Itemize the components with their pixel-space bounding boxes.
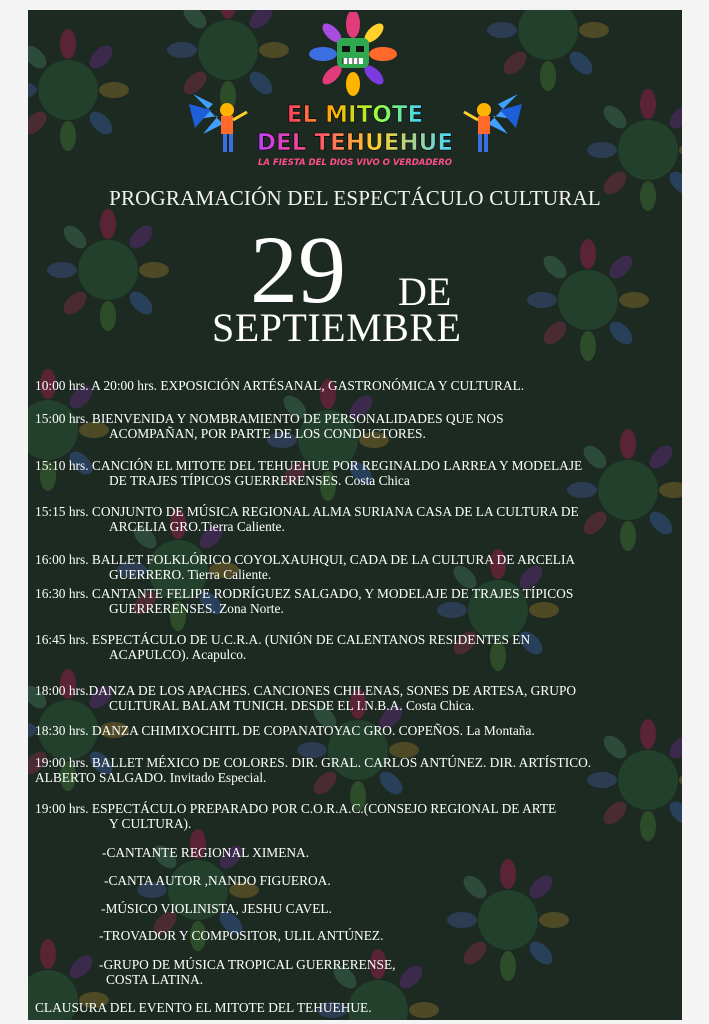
schedule-item: 18:00 hrs.DANZA DE LOS APACHES. CANCIONES CHILENAS, SONES DE ARTESA, GRUPO — [35, 683, 577, 698]
logo-line2: DEL TEHUEHUE — [256, 130, 454, 156]
performer-item: -GRUPO DE MÚSICA TROPICAL GUERRERENSE, — [99, 957, 396, 972]
performer-item: -MÚSICO VIOLINISTA, JESHU CAVEL. — [101, 901, 332, 916]
closing-line: CLAUSURA DEL EVENTO EL MITOTE DEL TEHUEHUE. — [35, 1000, 372, 1015]
schedule-item-continued: Y CULTURA). — [109, 816, 192, 831]
event-poster — [28, 10, 682, 1020]
mask-flower-icon — [309, 12, 397, 96]
performer-item: -CANTANTE REGIONAL XIMENA. — [102, 845, 310, 860]
schedule-item-continued: DE TRAJES TÍPICOS GUERRERENSES. Costa Chica — [109, 473, 410, 488]
schedule-item: 16:00 hrs. BALLET FOLKLÓRICO COYOLXAUHQUI, CADA DE LA CULTURA DE ARCELIA — [35, 552, 576, 567]
schedule-item: 18:30 hrs. DANZA CHIMIXOCHITL DE COPANATOYAC GRO. COPEÑOS. La Montaña. — [35, 723, 535, 738]
left-dancer-icon — [189, 94, 247, 152]
schedule-item: 16:30 hrs. CANTANTE FELIPE RODRÍGUEZ SALGADO, Y MODELAJE DE TRAJES TÍPICOS — [35, 586, 574, 601]
performer-item: -TROVADOR Y COMPOSITOR, ULIL ANTÚNEZ. — [99, 928, 384, 943]
performer-item: -CANTA AUTOR ,NANDO FIGUEROA. — [104, 873, 331, 888]
schedule-item: 16:45 hrs. ESPECTÁCULO DE U.C.R.A. (UNIÓN DE CALENTANOS RESIDENTES EN — [35, 632, 531, 647]
schedule-item: 19:00 hrs. ESPECTÁCULO PREPARADO POR C.O.R.A.C.(CONSEJO REGIONAL DE ARTE — [35, 801, 557, 816]
schedule-item: 15:15 hrs. CONJUNTO DE MÚSICA REGIONAL ALMA SURIANA CASA DE LA CULTURA DE — [35, 504, 579, 519]
logo-tagline: LA FIESTA DEL DIOS VIVO O VERDADERO — [257, 158, 453, 168]
schedule-item-continued: ACOMPAÑAN, POR PARTE DE LOS CONDUCTORES. — [109, 426, 426, 441]
date-connector: DE — [398, 269, 452, 314]
schedule-item: 19:00 hrs. BALLET MÉXICO DE COLORES. DIR. GRAL. CARLOS ANTÚNEZ. DIR. ARTÍSTICO. — [35, 755, 592, 770]
schedule-item-continued: GUERRERO. Tierra Caliente. — [109, 567, 272, 582]
schedule-item-continued: ALBERTO SALGADO. Invitado Especial. — [35, 770, 267, 785]
performer-item-continued: COSTA LATINA. — [106, 972, 204, 987]
logo-line1: EL MITOTE — [286, 102, 424, 128]
schedule-item: 10:00 hrs. A 20:00 hrs. EXPOSICIÓN ARTÉSANAL, GASTRONÓMICA Y CULTURAL. — [35, 378, 525, 393]
schedule-item: 15:10 hrs. CANCIÓN EL MITOTE DEL TEHUEHUE POR REGINALDO LARREA Y MODELAJE — [35, 458, 583, 473]
schedule-item-continued: ARCELIA GRO.Tierra Caliente. — [109, 519, 285, 534]
event-day: 29 — [250, 216, 346, 323]
event-month: SEPTIEMBRE — [212, 305, 462, 350]
schedule-item-continued: ACAPULCO). Acapulco. — [109, 647, 247, 662]
schedule-item-continued: GUERRERENSES. Zona Norte. — [109, 601, 284, 616]
schedule-item: 15:00 hrs. BIENVENIDA Y NOMBRAMIENTO DE PERSONALIDADES QUE NOS — [35, 411, 504, 426]
right-dancer-icon — [464, 94, 522, 152]
event-logo — [183, 12, 528, 180]
program-subtitle: PROGRAMACIÓN DEL ESPECTÁCULO CULTURAL — [109, 186, 601, 210]
schedule-item-continued: CULTURAL BALAM TUNICH. DESDE EL I.N.B.A. Costa Chica. — [109, 698, 475, 713]
